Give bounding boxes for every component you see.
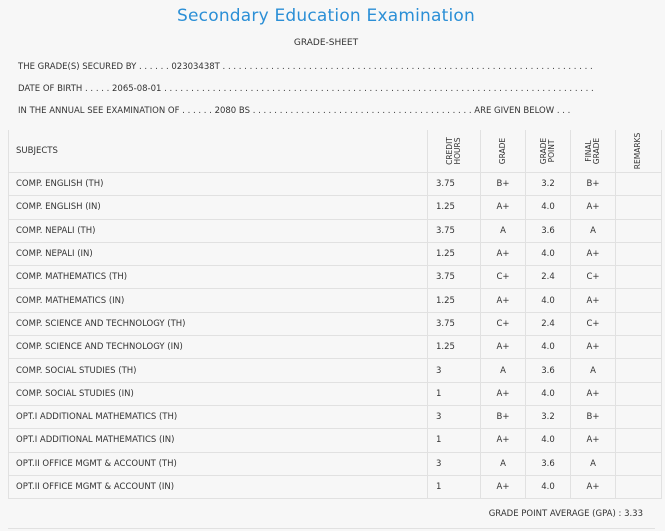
grade-point-cell: 4.0 <box>526 196 571 219</box>
remarks-cell <box>616 452 662 475</box>
subject-cell: OPT.II OFFICE MGMT & ACCOUNT (TH) <box>9 452 428 475</box>
grade-point-cell: 4.0 <box>526 336 571 359</box>
subject-cell: OPT.I ADDITIONAL MATHEMATICS (TH) <box>9 405 428 428</box>
credit-hours-cell: 1.25 <box>428 289 481 312</box>
grade-cell: A+ <box>481 336 526 359</box>
table-row <box>9 219 662 242</box>
final-grade-cell: A+ <box>571 475 616 498</box>
grade-point-cell: 2.4 <box>526 312 571 335</box>
grade-cell: A <box>481 219 526 242</box>
final-grade-cell: C+ <box>571 312 616 335</box>
subject-cell: OPT.I ADDITIONAL MATHEMATICS (IN) <box>9 429 428 452</box>
remarks-cell <box>616 173 662 196</box>
final-grade-cell: A+ <box>571 242 616 265</box>
examination-line: IN THE ANNUAL SEE EXAMINATION OF . . . . . . 2080 BS . . . . . . . . . . . . . . . . . . . . . . . . . . . . . . . . . . . . . . . . . ARE GIVEN BELOW . . . <box>18 106 571 116</box>
table-row <box>9 266 662 289</box>
divider <box>8 528 655 529</box>
subject-cell: COMP. MATHEMATICS (IN) <box>9 289 428 312</box>
remarks-cell <box>616 429 662 452</box>
table-row <box>9 405 662 428</box>
final-grade-cell: B+ <box>571 173 616 196</box>
grade-point-cell: 3.2 <box>526 405 571 428</box>
remarks-cell <box>616 266 662 289</box>
subject-cell: COMP. SOCIAL STUDIES (IN) <box>9 382 428 405</box>
table-row <box>9 429 662 452</box>
final-grade-cell: A+ <box>571 289 616 312</box>
grade-point-cell: 3.6 <box>526 219 571 242</box>
credit-hours-cell: 1 <box>428 382 481 405</box>
grade-point-cell: 3.6 <box>526 452 571 475</box>
grade-cell: B+ <box>481 405 526 428</box>
table-header-row <box>9 130 662 173</box>
grade-cell: A+ <box>481 382 526 405</box>
table-row <box>9 242 662 265</box>
grade-point-cell: 4.0 <box>526 242 571 265</box>
grade-point-cell: 4.0 <box>526 382 571 405</box>
credit-hours-cell: 3 <box>428 452 481 475</box>
remarks-cell <box>616 359 662 382</box>
grade-point-cell: 3.2 <box>526 173 571 196</box>
credit-hours-cell: 1 <box>428 475 481 498</box>
subject-cell: COMP. ENGLISH (TH) <box>9 173 428 196</box>
table-row <box>9 359 662 382</box>
subject-cell: COMP. SCIENCE AND TECHNOLOGY (IN) <box>9 336 428 359</box>
column-header-remarks: REMARKS <box>616 130 662 173</box>
credit-hours-cell: 3.75 <box>428 312 481 335</box>
column-header-final-grade: FINAL GRADE <box>571 130 616 173</box>
table-row <box>9 173 662 196</box>
secured-by-line: THE GRADE(S) SECURED BY . . . . . . 02303438T . . . . . . . . . . . . . . . . . . . . . . . . . . . . . . . . . . . . . . . . . . . . . . . . . . . . . . . . . . . . . . . . . . . . . <box>18 62 593 72</box>
remarks-cell <box>616 219 662 242</box>
sheet-subtitle: GRADE-SHEET <box>293 38 359 48</box>
grade-cell: A+ <box>481 429 526 452</box>
remarks-cell <box>616 196 662 219</box>
subject-cell: COMP. SOCIAL STUDIES (TH) <box>9 359 428 382</box>
credit-hours-cell: 1.25 <box>428 242 481 265</box>
final-grade-cell: A+ <box>571 429 616 452</box>
grade-point-cell: 2.4 <box>526 266 571 289</box>
grade-cell: C+ <box>481 312 526 335</box>
gpa-summary: GRADE POINT AVERAGE (GPA) : 3.33 <box>488 509 643 519</box>
final-grade-cell: A <box>571 359 616 382</box>
subject-cell: COMP. MATHEMATICS (TH) <box>9 266 428 289</box>
subject-cell: COMP. ENGLISH (IN) <box>9 196 428 219</box>
credit-hours-cell: 3 <box>428 405 481 428</box>
grade-table <box>8 130 662 499</box>
table-row <box>9 312 662 335</box>
table-row <box>9 452 662 475</box>
table-row <box>9 336 662 359</box>
final-grade-cell: A+ <box>571 336 616 359</box>
grade-cell: A+ <box>481 289 526 312</box>
subject-cell: COMP. NEPALI (TH) <box>9 219 428 242</box>
remarks-cell <box>616 312 662 335</box>
grade-cell: A+ <box>481 475 526 498</box>
final-grade-cell: A+ <box>571 196 616 219</box>
column-header-subjects: SUBJECTS <box>9 130 428 173</box>
date-of-birth-line: DATE OF BIRTH . . . . . 2065-08-01 . . . . . . . . . . . . . . . . . . . . . . . . . . . . . . . . . . . . . . . . . . . . . . . . . . . . . . . . . . . . . . . . . . . . . . . . . . . . . . . . <box>18 84 594 94</box>
subject-cell: COMP. NEPALI (IN) <box>9 242 428 265</box>
remarks-cell <box>616 336 662 359</box>
subject-cell: COMP. SCIENCE AND TECHNOLOGY (TH) <box>9 312 428 335</box>
credit-hours-cell: 3.75 <box>428 173 481 196</box>
remarks-cell <box>616 242 662 265</box>
grade-cell: B+ <box>481 173 526 196</box>
final-grade-cell: A <box>571 219 616 242</box>
final-grade-cell: B+ <box>571 405 616 428</box>
credit-hours-cell: 1.25 <box>428 336 481 359</box>
credit-hours-cell: 3.75 <box>428 266 481 289</box>
credit-hours-cell: 3 <box>428 359 481 382</box>
grade-cell: A <box>481 452 526 475</box>
credit-hours-cell: 3.75 <box>428 219 481 242</box>
column-header-grade: GRADE <box>481 130 526 173</box>
grade-point-cell: 3.6 <box>526 359 571 382</box>
remarks-cell <box>616 289 662 312</box>
grade-point-cell: 4.0 <box>526 289 571 312</box>
table-row <box>9 382 662 405</box>
grade-cell: A <box>481 359 526 382</box>
table-row <box>9 196 662 219</box>
credit-hours-cell: 1.25 <box>428 196 481 219</box>
subject-cell: OPT.II OFFICE MGMT & ACCOUNT (IN) <box>9 475 428 498</box>
remarks-cell <box>616 475 662 498</box>
column-header-credit-hours: CREDIT HOURS <box>428 130 481 173</box>
table-row <box>9 475 662 498</box>
remarks-cell <box>616 405 662 428</box>
grade-cell: C+ <box>481 266 526 289</box>
grade-cell: A+ <box>481 242 526 265</box>
column-header-grade-point: GRADE POINT <box>526 130 571 173</box>
table-row <box>9 289 662 312</box>
remarks-cell <box>616 382 662 405</box>
final-grade-cell: A <box>571 452 616 475</box>
credit-hours-cell: 1 <box>428 429 481 452</box>
page-title: Secondary Education Examination <box>177 6 475 26</box>
grade-cell: A+ <box>481 196 526 219</box>
final-grade-cell: A+ <box>571 382 616 405</box>
final-grade-cell: C+ <box>571 266 616 289</box>
grade-point-cell: 4.0 <box>526 475 571 498</box>
grade-point-cell: 4.0 <box>526 429 571 452</box>
